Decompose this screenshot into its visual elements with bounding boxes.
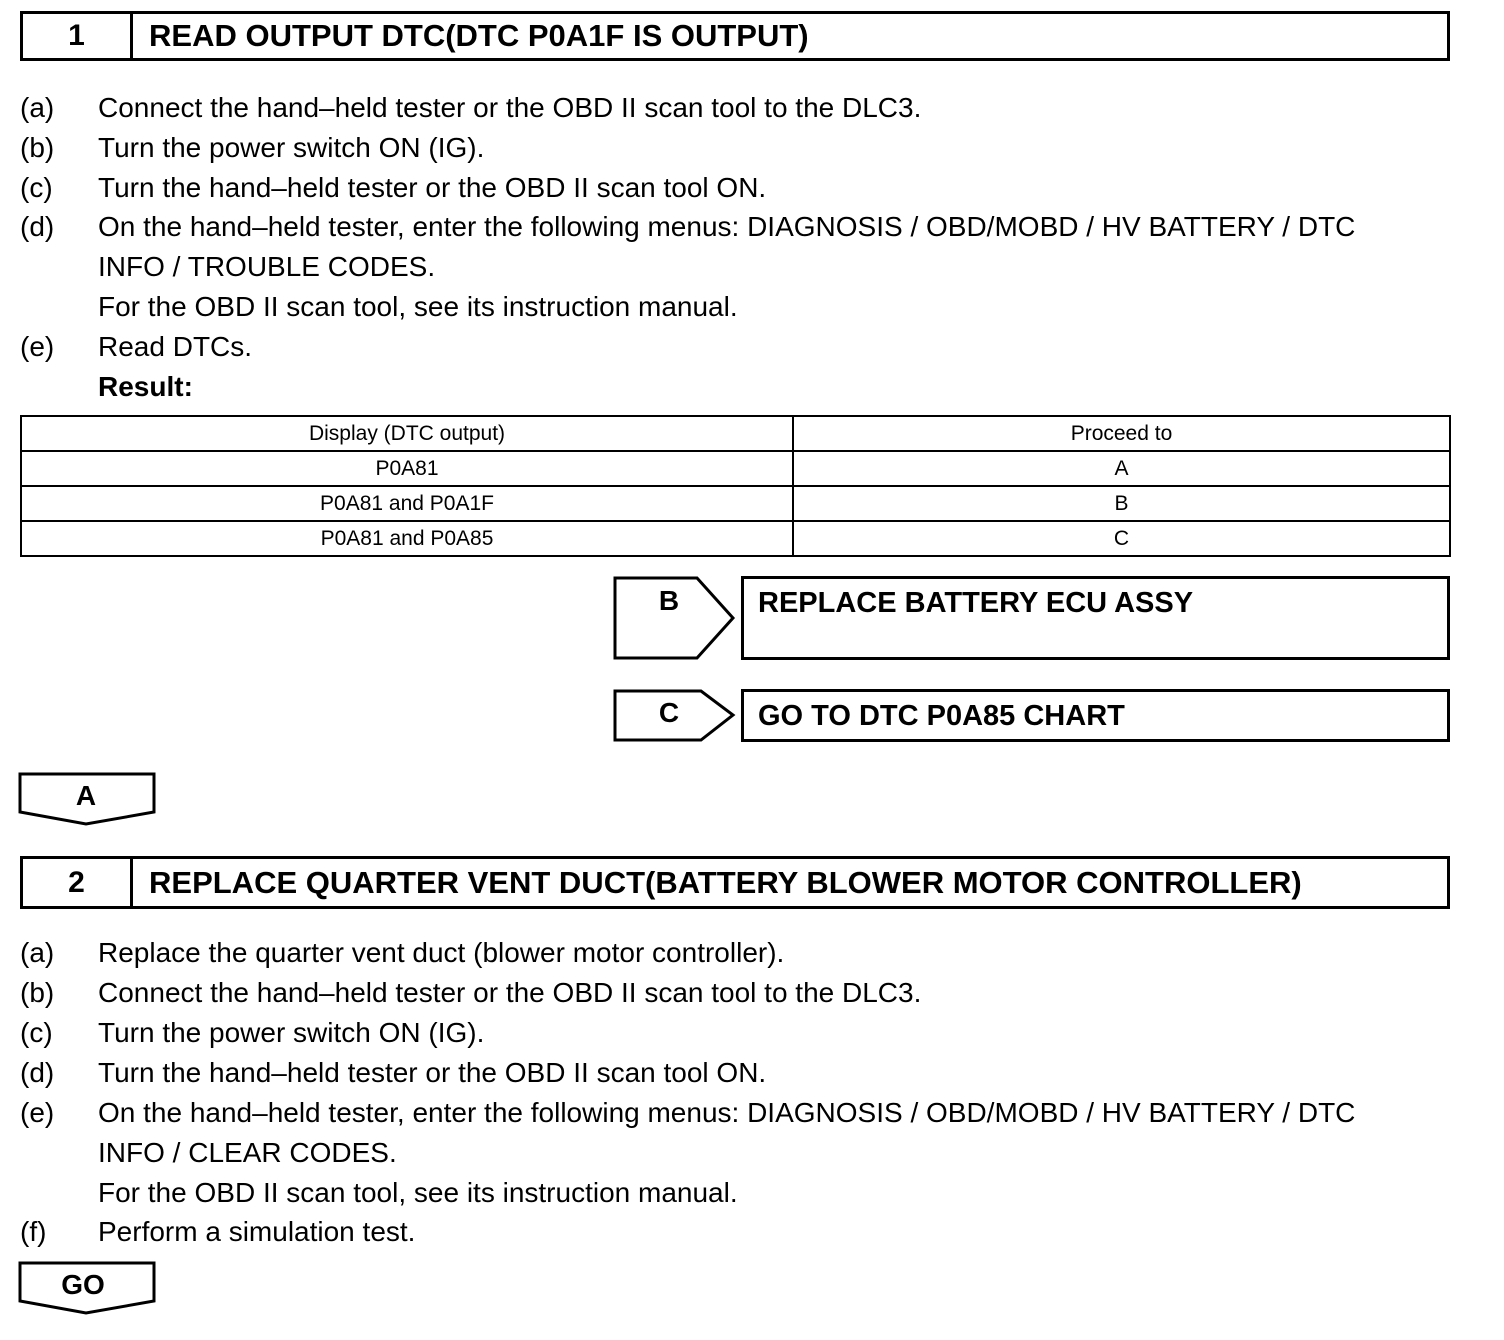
item-text: Read DTCs. bbox=[98, 331, 253, 362]
item-text: Replace the quarter vent duct (blower motor controller). bbox=[98, 937, 785, 968]
table-row bbox=[21, 451, 1450, 486]
item-label: (d) bbox=[20, 1057, 55, 1088]
item-label: (b) bbox=[20, 132, 55, 163]
item-text: Turn the power switch ON (IG). bbox=[98, 1017, 485, 1048]
item-text: Turn the power switch ON (IG). bbox=[98, 132, 485, 163]
item-label: (d) bbox=[20, 211, 55, 242]
item-text: For the OBD II scan tool, see its instruction manual. bbox=[98, 1177, 738, 1208]
item-text: On the hand–held tester, enter the following menus: DIAGNOSIS / OBD/MOBD / HV BATTERY / DTC bbox=[98, 211, 1356, 242]
table-row bbox=[21, 521, 1450, 556]
item-text: For the OBD II scan tool, see its instruction manual. bbox=[98, 291, 738, 322]
step-2-header bbox=[20, 856, 1450, 909]
item-text: INFO / TROUBLE CODES. bbox=[98, 251, 436, 282]
step-title: REPLACE QUARTER VENT DUCT(BATTERY BLOWER MOTOR CONTROLLER) bbox=[149, 865, 1302, 900]
item-label: (b) bbox=[20, 977, 55, 1008]
step-title: READ OUTPUT DTC(DTC P0A1F IS OUTPUT) bbox=[149, 18, 809, 53]
table-cell: P0A81 bbox=[21, 451, 793, 486]
item-text: Turn the hand–held tester or the OBD II scan tool ON. bbox=[98, 172, 767, 203]
item-label: (e) bbox=[20, 331, 55, 362]
table-cell: A bbox=[793, 451, 1450, 486]
item-label: (a) bbox=[20, 937, 55, 968]
table-header-row bbox=[21, 416, 1450, 451]
item-label: (a) bbox=[20, 92, 55, 123]
step-number: 2 bbox=[23, 859, 133, 906]
next-go-label: GO bbox=[61, 1269, 105, 1300]
branch-c-code: C bbox=[658, 697, 680, 728]
item-label: (f) bbox=[20, 1216, 47, 1247]
item-text: On the hand–held tester, enter the following menus: DIAGNOSIS / OBD/MOBD / HV BATTERY / DTC bbox=[98, 1097, 1356, 1128]
column-header: Proceed to bbox=[793, 416, 1450, 451]
step-number: 1 bbox=[23, 14, 133, 58]
table-cell: B bbox=[793, 486, 1450, 521]
item-label: (c) bbox=[20, 1017, 53, 1048]
table-cell: P0A81 and P0A1F bbox=[21, 486, 793, 521]
table-row bbox=[21, 486, 1450, 521]
item-text: INFO / CLEAR CODES. bbox=[98, 1137, 397, 1168]
item-text: Perform a simulation test. bbox=[98, 1216, 416, 1247]
next-a-label: A bbox=[75, 780, 97, 811]
result-table bbox=[20, 415, 1451, 557]
item-text: Connect the hand–held tester or the OBD II scan tool to the DLC3. bbox=[98, 92, 922, 123]
branch-b-code: B bbox=[658, 585, 680, 616]
step-1-header bbox=[20, 11, 1450, 61]
item-text: Turn the hand–held tester or the OBD II scan tool ON. bbox=[98, 1057, 767, 1088]
result-label: Result: bbox=[98, 371, 193, 402]
table-cell: P0A81 and P0A85 bbox=[21, 521, 793, 556]
column-header: Display (DTC output) bbox=[21, 416, 793, 451]
table-cell: C bbox=[793, 521, 1450, 556]
item-label: (e) bbox=[20, 1097, 55, 1128]
item-text: Connect the hand–held tester or the OBD II scan tool to the DLC3. bbox=[98, 977, 922, 1008]
item-label: (c) bbox=[20, 172, 53, 203]
branch-b-action: REPLACE BATTERY ECU ASSY bbox=[741, 576, 1450, 660]
branch-c-action: GO TO DTC P0A85 CHART bbox=[741, 689, 1450, 742]
